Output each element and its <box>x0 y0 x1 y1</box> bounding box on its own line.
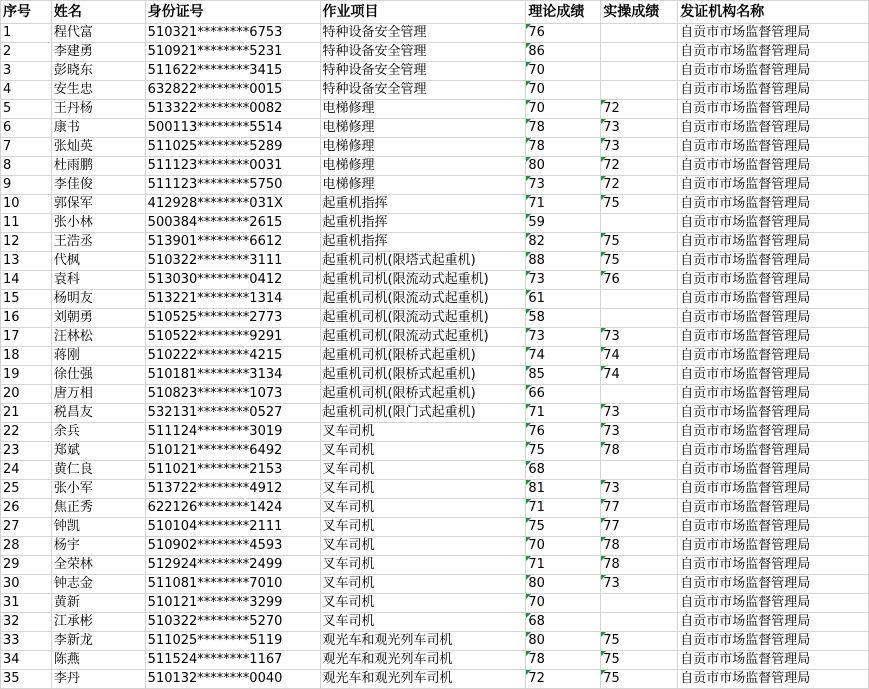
table-row <box>1 309 869 328</box>
cell-work-item[interactable]: 观光车和观光列车司机 <box>320 632 526 651</box>
table-row <box>1 157 869 176</box>
cell-work-item[interactable]: 叉车司机 <box>320 442 526 461</box>
column-header-work-item[interactable]: 作业项目 <box>320 1 526 24</box>
table-row <box>1 385 869 404</box>
cell-work-item[interactable]: 起重机指挥 <box>320 195 526 214</box>
cell-name[interactable]: 黄新 <box>51 594 145 613</box>
cell-issuing-authority[interactable]: 自贡市市场监督管理局 <box>678 62 869 81</box>
cell-issuing-authority[interactable]: 自贡市市场监督管理局 <box>678 537 869 556</box>
cell-id-number[interactable]: 510222********4215 <box>145 347 320 366</box>
cell-id-number[interactable]: 510181********3134 <box>145 366 320 385</box>
cell-serial[interactable]: 10 <box>1 195 52 214</box>
cell-practical-score[interactable]: 75 <box>601 233 678 252</box>
cell-name[interactable]: 康书 <box>51 119 145 138</box>
cell-work-item[interactable]: 叉车司机 <box>320 423 526 442</box>
cell-serial[interactable]: 15 <box>1 290 52 309</box>
cell-serial[interactable]: 25 <box>1 480 52 499</box>
cell-issuing-authority[interactable]: 自贡市市场监督管理局 <box>678 290 869 309</box>
cell-theory-score[interactable]: 61 <box>526 290 601 309</box>
cell-id-number[interactable]: 513722********4912 <box>145 480 320 499</box>
cell-issuing-authority[interactable]: 自贡市市场监督管理局 <box>678 594 869 613</box>
cell-name[interactable]: 焦正秀 <box>51 499 145 518</box>
cell-work-item[interactable]: 起重机司机(限塔式起重机) <box>320 252 526 271</box>
cell-id-number[interactable]: 510921********5231 <box>145 43 320 62</box>
cell-theory-score[interactable]: 80 <box>526 632 601 651</box>
cell-id-number[interactable]: 510322********3111 <box>145 252 320 271</box>
cell-practical-score[interactable] <box>601 461 678 480</box>
column-header-id-number[interactable]: 身份证号 <box>145 1 320 24</box>
cell-serial[interactable]: 35 <box>1 670 52 689</box>
table-row <box>1 537 869 556</box>
cell-name[interactable]: 张小军 <box>51 480 145 499</box>
cell-name[interactable]: 全荣林 <box>51 556 145 575</box>
cell-id-number[interactable]: 412928********031X <box>145 195 320 214</box>
cell-issuing-authority[interactable]: 自贡市市场监督管理局 <box>678 24 869 43</box>
cell-theory-score[interactable]: 70 <box>526 62 601 81</box>
cell-practical-score[interactable]: 78 <box>601 537 678 556</box>
cell-theory-score[interactable]: 70 <box>526 100 601 119</box>
table-row <box>1 100 869 119</box>
table-row <box>1 176 869 195</box>
cell-practical-score[interactable]: 73 <box>601 575 678 594</box>
column-header-theory-score[interactable]: 理论成绩 <box>526 1 601 24</box>
cell-name[interactable]: 程代富 <box>51 24 145 43</box>
cell-serial[interactable]: 3 <box>1 62 52 81</box>
cell-theory-score[interactable]: 80 <box>526 575 601 594</box>
cell-name[interactable]: 黄仁良 <box>51 461 145 480</box>
cell-practical-score[interactable]: 76 <box>601 271 678 290</box>
cell-work-item[interactable]: 电梯修理 <box>320 157 526 176</box>
cell-practical-score[interactable] <box>601 62 678 81</box>
cell-work-item[interactable]: 特种设备安全管理 <box>320 43 526 62</box>
cell-id-number[interactable]: 511025********5289 <box>145 138 320 157</box>
cell-id-number[interactable]: 500113********5514 <box>145 119 320 138</box>
table-row <box>1 347 869 366</box>
cell-serial[interactable]: 23 <box>1 442 52 461</box>
cell-id-number[interactable]: 513221********1314 <box>145 290 320 309</box>
table-row <box>1 632 869 651</box>
table-row <box>1 233 869 252</box>
table-row <box>1 195 869 214</box>
cell-issuing-authority[interactable]: 自贡市市场监督管理局 <box>678 442 869 461</box>
cell-theory-score[interactable]: 71 <box>526 556 601 575</box>
cell-theory-score[interactable]: 58 <box>526 309 601 328</box>
cell-name[interactable]: 江承彬 <box>51 613 145 632</box>
cell-id-number[interactable]: 510322********5270 <box>145 613 320 632</box>
cell-practical-score[interactable]: 75 <box>601 670 678 689</box>
cell-work-item[interactable]: 起重机司机(限桥式起重机) <box>320 385 526 404</box>
table-row <box>1 271 869 290</box>
table-row <box>1 138 869 157</box>
cell-serial[interactable]: 28 <box>1 537 52 556</box>
cell-work-item[interactable]: 电梯修理 <box>320 138 526 157</box>
cell-serial[interactable]: 7 <box>1 138 52 157</box>
cell-serial[interactable]: 16 <box>1 309 52 328</box>
cell-theory-score[interactable]: 88 <box>526 252 601 271</box>
cell-name[interactable]: 陈燕 <box>51 651 145 670</box>
cell-work-item[interactable]: 叉车司机 <box>320 556 526 575</box>
column-header-issuing-authority[interactable]: 发证机构名称 <box>678 1 869 24</box>
cell-issuing-authority[interactable]: 自贡市市场监督管理局 <box>678 309 869 328</box>
cell-theory-score[interactable]: 59 <box>526 214 601 233</box>
cell-work-item[interactable]: 特种设备安全管理 <box>320 81 526 100</box>
cell-theory-score[interactable]: 74 <box>526 347 601 366</box>
cell-name[interactable]: 李丹 <box>51 670 145 689</box>
cell-issuing-authority[interactable]: 自贡市市场监督管理局 <box>678 252 869 271</box>
header-row <box>1 1 869 24</box>
cell-serial[interactable]: 5 <box>1 100 52 119</box>
cell-practical-score[interactable] <box>601 214 678 233</box>
cell-id-number[interactable]: 513322********0082 <box>145 100 320 119</box>
table-row <box>1 119 869 138</box>
cell-practical-score[interactable]: 75 <box>601 252 678 271</box>
column-header-practical-score[interactable]: 实操成绩 <box>601 1 678 24</box>
cell-id-number[interactable]: 632822********0015 <box>145 81 320 100</box>
cell-practical-score[interactable]: 77 <box>601 518 678 537</box>
cell-practical-score[interactable] <box>601 290 678 309</box>
cell-theory-score[interactable]: 73 <box>526 176 601 195</box>
cell-serial[interactable]: 11 <box>1 214 52 233</box>
cell-issuing-authority[interactable]: 自贡市市场监督管理局 <box>678 214 869 233</box>
cell-id-number[interactable]: 511123********0031 <box>145 157 320 176</box>
cell-name[interactable]: 李佳俊 <box>51 176 145 195</box>
cell-theory-score[interactable]: 70 <box>526 537 601 556</box>
cell-theory-score[interactable]: 68 <box>526 461 601 480</box>
cell-theory-score[interactable]: 73 <box>526 271 601 290</box>
cell-id-number[interactable]: 532131********0527 <box>145 404 320 423</box>
cell-work-item[interactable]: 叉车司机 <box>320 537 526 556</box>
cell-work-item[interactable]: 起重机指挥 <box>320 233 526 252</box>
cell-name[interactable]: 王浩丞 <box>51 233 145 252</box>
cell-practical-score[interactable]: 73 <box>601 423 678 442</box>
cell-serial[interactable]: 19 <box>1 366 52 385</box>
cell-issuing-authority[interactable]: 自贡市市场监督管理局 <box>678 138 869 157</box>
cell-work-item[interactable]: 电梯修理 <box>320 100 526 119</box>
table-row <box>1 328 869 347</box>
cell-practical-score[interactable]: 75 <box>601 651 678 670</box>
cell-practical-score[interactable]: 78 <box>601 442 678 461</box>
cell-serial[interactable]: 33 <box>1 632 52 651</box>
cell-serial[interactable]: 27 <box>1 518 52 537</box>
cell-practical-score[interactable] <box>601 43 678 62</box>
cell-practical-score[interactable] <box>601 81 678 100</box>
cell-practical-score[interactable]: 78 <box>601 556 678 575</box>
table-row <box>1 594 869 613</box>
cell-issuing-authority[interactable]: 自贡市市场监督管理局 <box>678 176 869 195</box>
cell-serial[interactable]: 34 <box>1 651 52 670</box>
cell-id-number[interactable]: 510121********6492 <box>145 442 320 461</box>
table-row <box>1 423 869 442</box>
cell-serial[interactable]: 26 <box>1 499 52 518</box>
cell-work-item[interactable]: 叉车司机 <box>320 594 526 613</box>
cell-work-item[interactable]: 特种设备安全管理 <box>320 24 526 43</box>
cell-name[interactable]: 余兵 <box>51 423 145 442</box>
cell-practical-score[interactable]: 74 <box>601 366 678 385</box>
cell-theory-score[interactable]: 81 <box>526 480 601 499</box>
cell-id-number[interactable]: 510132********0040 <box>145 670 320 689</box>
cell-id-number[interactable]: 511025********5119 <box>145 632 320 651</box>
cell-work-item[interactable]: 叉车司机 <box>320 461 526 480</box>
cell-issuing-authority[interactable]: 自贡市市场监督管理局 <box>678 271 869 290</box>
table-row <box>1 62 869 81</box>
cell-name[interactable]: 张小林 <box>51 214 145 233</box>
cell-name[interactable]: 钟凯 <box>51 518 145 537</box>
cell-name[interactable]: 税昌友 <box>51 404 145 423</box>
cell-name[interactable]: 安生忠 <box>51 81 145 100</box>
cell-serial[interactable]: 14 <box>1 271 52 290</box>
cell-issuing-authority[interactable]: 自贡市市场监督管理局 <box>678 100 869 119</box>
cell-practical-score[interactable] <box>601 24 678 43</box>
cell-issuing-authority[interactable]: 自贡市市场监督管理局 <box>678 632 869 651</box>
cell-issuing-authority[interactable]: 自贡市市场监督管理局 <box>678 423 869 442</box>
cell-theory-score[interactable]: 78 <box>526 651 601 670</box>
cell-id-number[interactable]: 510104********2111 <box>145 518 320 537</box>
cell-id-number[interactable]: 513030********0412 <box>145 271 320 290</box>
cell-issuing-authority[interactable]: 自贡市市场监督管理局 <box>678 670 869 689</box>
cell-serial[interactable]: 22 <box>1 423 52 442</box>
table-row <box>1 442 869 461</box>
cell-serial[interactable]: 31 <box>1 594 52 613</box>
cell-id-number[interactable]: 500384********2615 <box>145 214 320 233</box>
cell-serial[interactable]: 9 <box>1 176 52 195</box>
cell-issuing-authority[interactable]: 自贡市市场监督管理局 <box>678 461 869 480</box>
table-row <box>1 81 869 100</box>
table-row <box>1 24 869 43</box>
cell-name[interactable]: 郭保军 <box>51 195 145 214</box>
cell-practical-score[interactable]: 75 <box>601 632 678 651</box>
cell-name[interactable]: 袁科 <box>51 271 145 290</box>
cell-work-item[interactable]: 叉车司机 <box>320 499 526 518</box>
cell-name[interactable]: 唐万相 <box>51 385 145 404</box>
cell-theory-score[interactable]: 70 <box>526 594 601 613</box>
cell-practical-score[interactable]: 73 <box>601 138 678 157</box>
cell-id-number[interactable]: 510522********9291 <box>145 328 320 347</box>
table-row <box>1 404 869 423</box>
cell-id-number[interactable]: 511524********1167 <box>145 651 320 670</box>
cell-id-number[interactable]: 510321********6753 <box>145 24 320 43</box>
cell-practical-score[interactable] <box>601 385 678 404</box>
cell-practical-score[interactable]: 73 <box>601 404 678 423</box>
cell-practical-score[interactable]: 72 <box>601 157 678 176</box>
column-header-name[interactable]: 姓名 <box>51 1 145 24</box>
cell-serial[interactable]: 30 <box>1 575 52 594</box>
cell-theory-score[interactable]: 71 <box>526 404 601 423</box>
cell-theory-score[interactable]: 71 <box>526 195 601 214</box>
cell-issuing-authority[interactable]: 自贡市市场监督管理局 <box>678 43 869 62</box>
cell-practical-score[interactable]: 77 <box>601 499 678 518</box>
cell-issuing-authority[interactable]: 自贡市市场监督管理局 <box>678 366 869 385</box>
cell-name[interactable]: 蒋刚 <box>51 347 145 366</box>
cell-work-item[interactable]: 起重机司机(限桥式起重机) <box>320 366 526 385</box>
cell-practical-score[interactable]: 72 <box>601 176 678 195</box>
cell-issuing-authority[interactable]: 自贡市市场监督管理局 <box>678 480 869 499</box>
cell-work-item[interactable]: 叉车司机 <box>320 575 526 594</box>
cell-serial[interactable]: 21 <box>1 404 52 423</box>
cell-work-item[interactable]: 特种设备安全管理 <box>320 62 526 81</box>
table-row <box>1 670 869 689</box>
cell-id-number[interactable]: 510525********2773 <box>145 309 320 328</box>
cell-id-number[interactable]: 622126********1424 <box>145 499 320 518</box>
cell-serial[interactable]: 24 <box>1 461 52 480</box>
cell-issuing-authority[interactable]: 自贡市市场监督管理局 <box>678 119 869 138</box>
cell-serial[interactable]: 17 <box>1 328 52 347</box>
table-body <box>1 24 869 689</box>
cell-theory-score[interactable]: 75 <box>526 518 601 537</box>
cell-name[interactable]: 杜雨鹏 <box>51 157 145 176</box>
cell-theory-score[interactable]: 68 <box>526 613 601 632</box>
cell-name[interactable]: 杨明友 <box>51 290 145 309</box>
cell-theory-score[interactable]: 70 <box>526 81 601 100</box>
cell-issuing-authority[interactable]: 自贡市市场监督管理局 <box>678 328 869 347</box>
cell-work-item[interactable]: 起重机司机(限流动式起重机) <box>320 328 526 347</box>
cell-work-item[interactable]: 起重机司机(限流动式起重机) <box>320 290 526 309</box>
cell-theory-score[interactable]: 72 <box>526 670 601 689</box>
cell-practical-score[interactable] <box>601 613 678 632</box>
cell-practical-score[interactable] <box>601 594 678 613</box>
table-row <box>1 651 869 670</box>
cell-name[interactable]: 彭晓东 <box>51 62 145 81</box>
table-row <box>1 575 869 594</box>
column-header-serial[interactable]: 序号 <box>1 1 52 24</box>
cell-work-item[interactable]: 电梯修理 <box>320 176 526 195</box>
cell-practical-score[interactable]: 73 <box>601 480 678 499</box>
cell-work-item[interactable]: 叉车司机 <box>320 518 526 537</box>
cell-name[interactable]: 杨宇 <box>51 537 145 556</box>
cell-serial[interactable]: 6 <box>1 119 52 138</box>
cell-serial[interactable]: 8 <box>1 157 52 176</box>
table-row <box>1 252 869 271</box>
cell-work-item[interactable]: 起重机司机(限门式起重机) <box>320 404 526 423</box>
table-row <box>1 556 869 575</box>
cell-name[interactable]: 刘朝勇 <box>51 309 145 328</box>
header-row-group <box>1 1 869 24</box>
cell-name[interactable]: 钟志金 <box>51 575 145 594</box>
table-row <box>1 290 869 309</box>
cell-id-number[interactable]: 511622********3415 <box>145 62 320 81</box>
cell-theory-score[interactable]: 73 <box>526 328 601 347</box>
table-row <box>1 43 869 62</box>
cell-id-number[interactable]: 512924********2499 <box>145 556 320 575</box>
cell-serial[interactable]: 32 <box>1 613 52 632</box>
cell-name[interactable]: 张灿英 <box>51 138 145 157</box>
cell-work-item[interactable]: 叉车司机 <box>320 480 526 499</box>
table-row <box>1 461 869 480</box>
cell-theory-score[interactable]: 86 <box>526 43 601 62</box>
cell-issuing-authority[interactable]: 自贡市市场监督管理局 <box>678 81 869 100</box>
cell-issuing-authority[interactable]: 自贡市市场监督管理局 <box>678 575 869 594</box>
cell-theory-score[interactable]: 82 <box>526 233 601 252</box>
cell-work-item[interactable]: 观光车和观光列车司机 <box>320 670 526 689</box>
cell-issuing-authority[interactable]: 自贡市市场监督管理局 <box>678 651 869 670</box>
cell-id-number[interactable]: 513901********6612 <box>145 233 320 252</box>
cell-id-number[interactable]: 510823********1073 <box>145 385 320 404</box>
cell-issuing-authority[interactable]: 自贡市市场监督管理局 <box>678 233 869 252</box>
cell-theory-score[interactable]: 66 <box>526 385 601 404</box>
cell-theory-score[interactable]: 78 <box>526 138 601 157</box>
cell-theory-score[interactable]: 76 <box>526 423 601 442</box>
cell-serial[interactable]: 4 <box>1 81 52 100</box>
cell-serial[interactable]: 13 <box>1 252 52 271</box>
cell-serial[interactable]: 20 <box>1 385 52 404</box>
cell-name[interactable]: 汪林松 <box>51 328 145 347</box>
cell-practical-score[interactable]: 75 <box>601 195 678 214</box>
cell-theory-score[interactable]: 76 <box>526 24 601 43</box>
cell-serial[interactable]: 2 <box>1 43 52 62</box>
cell-serial[interactable]: 29 <box>1 556 52 575</box>
table-row <box>1 518 869 537</box>
cell-theory-score[interactable]: 85 <box>526 366 601 385</box>
cell-work-item[interactable]: 起重机指挥 <box>320 214 526 233</box>
cell-id-number[interactable]: 511081********7010 <box>145 575 320 594</box>
cell-issuing-authority[interactable]: 自贡市市场监督管理局 <box>678 157 869 176</box>
table-row <box>1 499 869 518</box>
cell-work-item[interactable]: 电梯修理 <box>320 119 526 138</box>
cell-theory-score[interactable]: 80 <box>526 157 601 176</box>
cell-id-number[interactable]: 510121********3299 <box>145 594 320 613</box>
cell-work-item[interactable]: 起重机司机(限流动式起重机) <box>320 271 526 290</box>
cell-theory-score[interactable]: 71 <box>526 499 601 518</box>
cell-practical-score[interactable]: 72 <box>601 100 678 119</box>
cell-issuing-authority[interactable]: 自贡市市场监督管理局 <box>678 347 869 366</box>
cell-practical-score[interactable]: 73 <box>601 328 678 347</box>
cell-name[interactable]: 李建勇 <box>51 43 145 62</box>
cell-serial[interactable]: 1 <box>1 24 52 43</box>
cell-name[interactable]: 代枫 <box>51 252 145 271</box>
cell-issuing-authority[interactable]: 自贡市市场监督管理局 <box>678 613 869 632</box>
cell-serial[interactable]: 18 <box>1 347 52 366</box>
cell-issuing-authority[interactable]: 自贡市市场监督管理局 <box>678 518 869 537</box>
cell-work-item[interactable]: 起重机司机(限桥式起重机) <box>320 347 526 366</box>
cell-issuing-authority[interactable]: 自贡市市场监督管理局 <box>678 385 869 404</box>
cell-theory-score[interactable]: 78 <box>526 119 601 138</box>
cell-practical-score[interactable] <box>601 309 678 328</box>
cell-id-number[interactable]: 511123********5750 <box>145 176 320 195</box>
table-row <box>1 214 869 233</box>
cell-id-number[interactable]: 510902********4593 <box>145 537 320 556</box>
table-row <box>1 366 869 385</box>
cell-issuing-authority[interactable]: 自贡市市场监督管理局 <box>678 195 869 214</box>
cell-theory-score[interactable]: 75 <box>526 442 601 461</box>
cell-issuing-authority[interactable]: 自贡市市场监督管理局 <box>678 556 869 575</box>
table-row <box>1 480 869 499</box>
cell-id-number[interactable]: 511021********2153 <box>145 461 320 480</box>
cell-practical-score[interactable]: 73 <box>601 119 678 138</box>
cell-serial[interactable]: 12 <box>1 233 52 252</box>
cell-name[interactable]: 郑斌 <box>51 442 145 461</box>
cell-id-number[interactable]: 511124********3019 <box>145 423 320 442</box>
table-row <box>1 613 869 632</box>
cell-name[interactable]: 徐仕强 <box>51 366 145 385</box>
cell-issuing-authority[interactable]: 自贡市市场监督管理局 <box>678 404 869 423</box>
cell-issuing-authority[interactable]: 自贡市市场监督管理局 <box>678 499 869 518</box>
cell-work-item[interactable]: 观光车和观光列车司机 <box>320 651 526 670</box>
cell-work-item[interactable]: 起重机司机(限流动式起重机) <box>320 309 526 328</box>
cell-work-item[interactable]: 叉车司机 <box>320 613 526 632</box>
cell-name[interactable]: 王丹杨 <box>51 100 145 119</box>
cell-practical-score[interactable]: 74 <box>601 347 678 366</box>
cell-name[interactable]: 李新龙 <box>51 632 145 651</box>
